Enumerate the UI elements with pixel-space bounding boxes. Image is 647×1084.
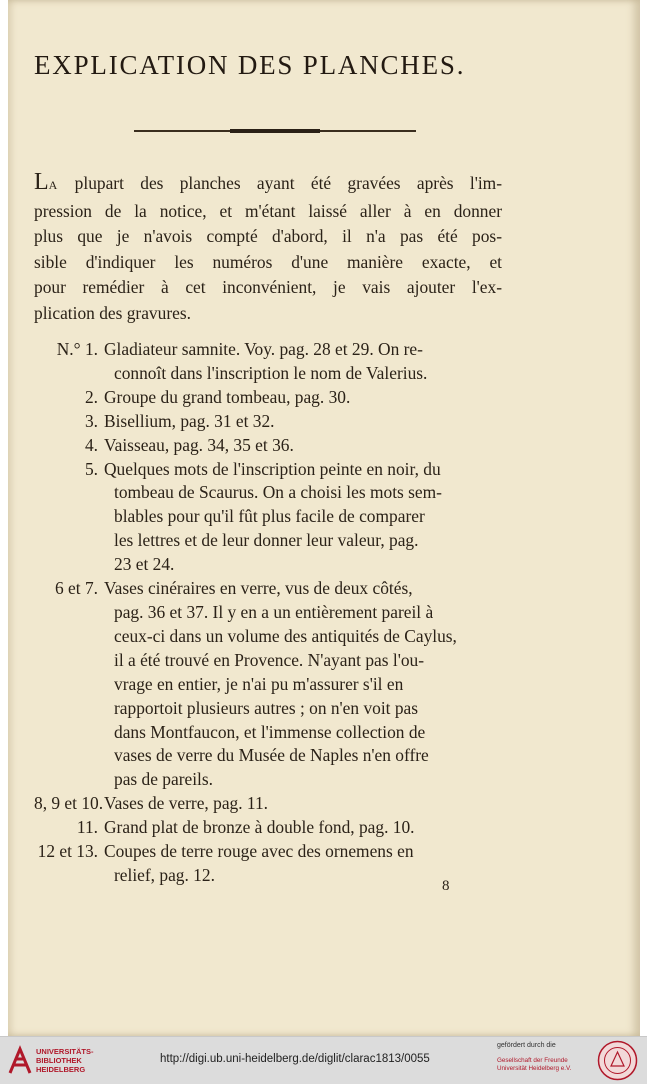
plate-description-line: rapportoit plusieurs autres ; on n'en voit pas	[114, 697, 419, 718]
title-divider-ornament	[230, 129, 320, 133]
plate-description-line: pag. 36 et 37. Il y en a un entièrement pareil à	[114, 601, 434, 622]
plate-description-line: vases de verre du Musée de Naples n'en offre	[114, 745, 429, 766]
sponsor-label: gefördert durch die	[497, 1042, 556, 1049]
plate-entry	[34, 816, 504, 840]
sponsor-name: Gesellschaft der Freunde Universität Heidelberg e.V.	[497, 1057, 572, 1072]
plate-number: N.° 1.	[56, 339, 98, 359]
plate-number: 12 et 13.	[37, 841, 98, 862]
plate-description	[104, 792, 504, 816]
viewer-footer	[0, 1036, 647, 1084]
plate-description-line: ceux-ci dans un volume des antiquités de Caylus,	[114, 625, 457, 646]
intro-paragraph	[34, 170, 502, 327]
intro-line: sible d'indiquer les numéros d'une manière exacte, et	[34, 251, 502, 272]
catchword: 8	[442, 878, 450, 894]
page-title: EXPLICATION DES PLANCHES.	[34, 50, 466, 80]
plate-description-line: dans Montfaucon, et l'immense collection de	[114, 721, 426, 742]
sponsor-seal-icon	[597, 1040, 638, 1081]
dropcap: L	[34, 169, 49, 195]
plate-number: 2.	[84, 386, 98, 407]
plate-description-line: Groupe du grand tombeau, pag. 30.	[104, 386, 351, 407]
plate-description-line: vrage en entier, je n'ai pu m'assurer s'il en	[114, 673, 404, 694]
intro-line: pour remédier à cet inconvénient, je vais ajouter l'ex-	[34, 277, 502, 298]
intro-line: plus que je n'avois compté d'abord, il n'a pas été pos-	[34, 226, 502, 247]
intro-line: pression de la notice, et m'étant laissé aller à en donner	[34, 200, 502, 221]
plate-description	[104, 458, 504, 578]
plate-number: 3.	[84, 410, 98, 431]
plate-description	[104, 577, 504, 792]
plate-entry	[34, 338, 504, 386]
plate-entry	[34, 410, 504, 434]
plate-list	[34, 338, 504, 888]
library-name: UNIVERSITÄTS- BIBLIOTHEK HEIDELBERG	[36, 1047, 94, 1074]
plate-entry	[34, 792, 504, 816]
scanned-page	[8, 0, 640, 1036]
intro-line: plication des gravures.	[34, 302, 191, 323]
plate-description-line: 23 et 24.	[114, 554, 175, 575]
plate-description-line: tombeau de Scaurus. On a choisi les mots sem-	[114, 482, 442, 503]
plate-description-line: Coupes de terre rouge avec des ornemens en	[104, 841, 414, 862]
plate-description-line: relief, pag. 12.	[114, 864, 215, 885]
plate-description-line: Vases de verre, pag. 11.	[104, 793, 269, 814]
plate-description-line: les lettres et de leur donner leur valeur, pag.	[114, 530, 419, 551]
intro-line: LA plupart des planches ayant été gravées après l'im-	[34, 169, 502, 195]
plate-number: 5.	[84, 458, 98, 479]
library-logo-icon	[8, 1045, 32, 1075]
plate-number: 8, 9 et 10.	[34, 793, 104, 814]
plate-entry	[34, 434, 504, 458]
plate-description	[104, 434, 504, 458]
plate-description-line: Bisellium, pag. 31 et 32.	[104, 410, 275, 431]
plate-description-line: Gladiateur samnite. Voy. pag. 28 et 29. On re-	[104, 339, 423, 359]
plate-description-line: Grand plat de bronze à double fond, pag. 10.	[104, 817, 415, 838]
plate-description-line: Vases cinéraires en verre, vus de deux côtés,	[104, 578, 413, 599]
plate-entry	[34, 458, 504, 578]
page-url-link[interactable]: http://digi.ub.uni-heidelberg.de/diglit/clarac1813/0055	[160, 1053, 430, 1065]
plate-description	[104, 338, 504, 386]
plate-number: 6 et 7.	[55, 578, 98, 599]
plate-description-line: blables pour qu'il fût plus facile de comparer	[114, 506, 425, 527]
plate-description	[104, 816, 504, 840]
plate-entry	[34, 386, 504, 410]
plate-description	[104, 410, 504, 434]
smallcap: A	[48, 178, 59, 192]
plate-description	[104, 386, 504, 410]
plate-number: 11.	[76, 817, 98, 838]
plate-description-line: Quelques mots de l'inscription peinte en noir, du	[104, 458, 441, 479]
plate-entry	[34, 840, 504, 888]
plate-description-line: connoît dans l'inscription le nom de Valerius.	[114, 362, 428, 383]
plate-description-line: pas de pareils.	[114, 769, 213, 790]
plate-entry	[34, 577, 504, 792]
plate-description-line: Vaisseau, pag. 34, 35 et 36.	[104, 434, 294, 455]
plate-description-line: il a été trouvé en Provence. N'ayant pas l'ou-	[114, 649, 425, 670]
plate-number: 4.	[84, 434, 98, 455]
